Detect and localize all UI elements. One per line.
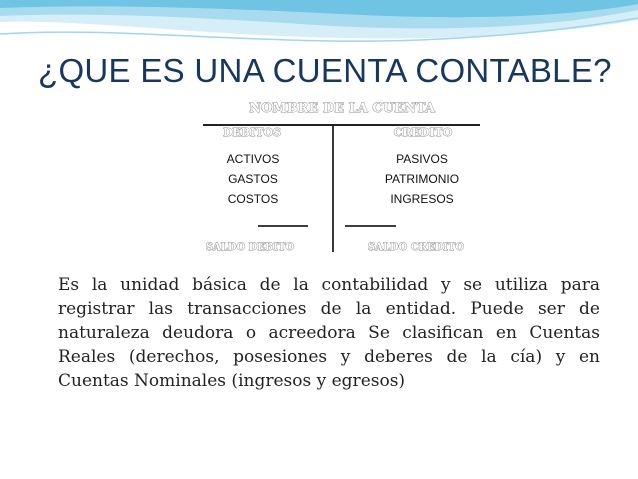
debit-item-gastos: GASTOS — [228, 172, 278, 186]
credit-item-patrimonio: PATRIMONIO — [384, 172, 460, 186]
credit-balance: SALDO CREDITO — [367, 242, 465, 253]
debit-balance: SALDO DEBITO — [205, 242, 295, 253]
account-name: NOMBRE DE LA CUENTA — [249, 101, 435, 116]
debit-item-activos: ACTIVOS — [226, 152, 280, 166]
debit-header: DEBITOS — [222, 126, 282, 139]
body-paragraph: Es la unidad básica de la contabilidad y se utiliza para registrar las transacciones de la entidad. Puede ser de naturaleza deudora o acreedora Se clasifican en Cuentas Reales (derechos, posesiones y deberes de la cía) y en Cuentas Nominales (ingresos y egresos) — [58, 275, 600, 391]
debit-item-costos: COSTOS — [227, 192, 279, 206]
credit-item-ingresos: INGRESOS — [390, 192, 454, 206]
credit-header: CREDITO — [393, 126, 453, 139]
slide-title: ¿QUE ES UNA CUENTA CONTABLE? — [38, 52, 612, 89]
credit-item-pasivos: PASIVOS — [396, 152, 448, 166]
